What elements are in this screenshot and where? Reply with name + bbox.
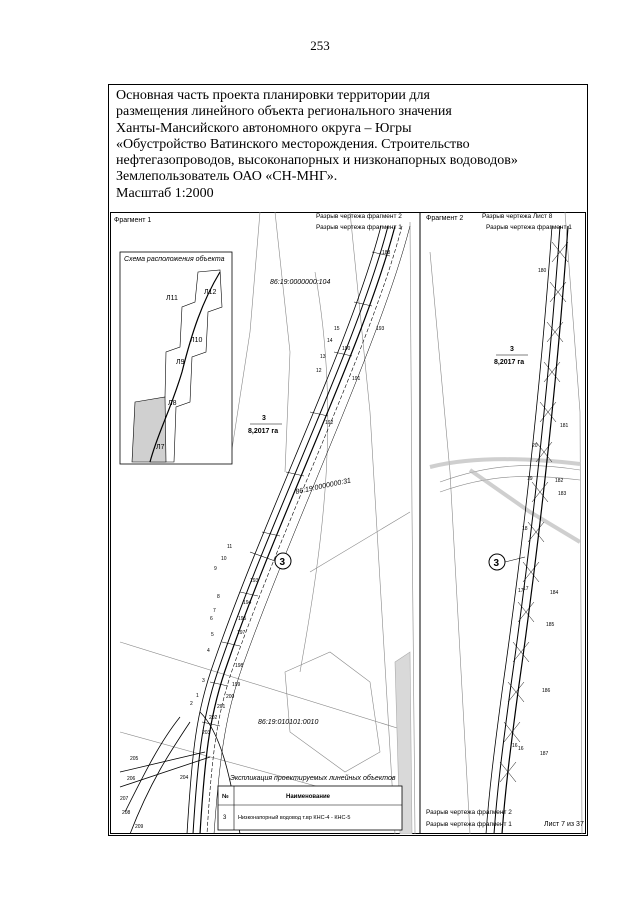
map-label: 190 bbox=[342, 346, 351, 352]
legend-row-num: 3 bbox=[223, 815, 227, 821]
location-scheme-inset bbox=[120, 252, 232, 464]
map-label: 15 bbox=[334, 326, 340, 332]
map-drawing bbox=[110, 212, 586, 834]
legend-col-num: № bbox=[222, 794, 229, 800]
cadastral-number: 86:19:010101:0010 bbox=[258, 719, 319, 726]
map-label: 12 bbox=[316, 368, 322, 374]
map-label: 205 bbox=[130, 756, 139, 762]
parcel-area: 8,2017 га bbox=[494, 359, 525, 366]
map-label: 5 bbox=[211, 632, 214, 638]
parcel-number: 3 bbox=[262, 415, 266, 422]
header-line: Ханты-Мансийского автономного округа – Югры bbox=[116, 120, 412, 136]
legend-col-name: Наименование bbox=[286, 794, 331, 800]
inset-sheet-label: Л12 bbox=[204, 289, 217, 296]
header-line: нефтегазопроводов, высоконапорных и низконапорных водоводов» bbox=[116, 153, 518, 169]
map-label: 19 bbox=[527, 476, 533, 482]
break-label: Разрыв чертежа фрагмент 1 bbox=[426, 821, 512, 828]
map-label: 14 bbox=[327, 338, 333, 344]
map-label: 7 bbox=[213, 608, 216, 614]
map-label: 17 bbox=[523, 586, 529, 592]
header-line: Землепользователь ОАО «СН-МНГ». bbox=[116, 169, 338, 185]
break-label: Разрыв чертежа фрагмент 2 bbox=[316, 213, 402, 220]
map-label: 187 bbox=[540, 751, 549, 757]
header-line: размещения линейного объекта регионального значения bbox=[116, 104, 452, 120]
map-label: 192 bbox=[325, 420, 334, 426]
parcel-area: 8,2017 га bbox=[248, 428, 279, 435]
map-label: 16 bbox=[518, 746, 524, 752]
map-label: 8 bbox=[217, 594, 220, 600]
sheet-label: Лист 7 из 37 bbox=[544, 821, 584, 828]
map-label: 200 bbox=[226, 694, 235, 700]
inset-title: Схема расположения объекта bbox=[124, 256, 225, 263]
wide-road bbox=[430, 459, 580, 542]
map-label: 197 bbox=[237, 630, 246, 636]
map-label: 191 bbox=[352, 376, 361, 382]
fragment-2-label: Фрагмент 2 bbox=[426, 215, 464, 222]
legend-table bbox=[218, 786, 402, 830]
break-label: Разрыв чертежа фрагмент 1 bbox=[486, 224, 572, 231]
inset-sheet-label: Л8 bbox=[168, 400, 177, 407]
legend-row-name: Низконапорный водовод т.вр КНС-4 - КНС-5 bbox=[238, 815, 351, 821]
map-label: 209 bbox=[135, 824, 144, 830]
map-label: 203 bbox=[202, 730, 211, 736]
header-line: Масштаб 1:2000 bbox=[116, 185, 214, 201]
document-header bbox=[116, 88, 582, 202]
map-label: 206 bbox=[127, 776, 136, 782]
map-label: 16 bbox=[512, 743, 518, 749]
map-label: 11 bbox=[227, 544, 233, 550]
map-label: 17 bbox=[518, 588, 524, 594]
map-label: 181 bbox=[560, 423, 569, 429]
break-label: Разрыв чертежа фрагмент 1 bbox=[316, 224, 402, 231]
fragment-1-label: Фрагмент 1 bbox=[114, 217, 152, 224]
map-label: 193 bbox=[250, 578, 259, 584]
map-label: 18 bbox=[522, 526, 528, 532]
map-label: 193 bbox=[376, 326, 385, 332]
map-label: 201 bbox=[217, 704, 226, 710]
map-label: 2 bbox=[190, 701, 193, 707]
map-label: 1 bbox=[196, 693, 199, 699]
map-label: 10 bbox=[221, 556, 227, 562]
object-marker: 3 bbox=[493, 558, 500, 569]
planning-map bbox=[110, 212, 586, 834]
map-label: 180 bbox=[538, 268, 547, 274]
map-label: 3 bbox=[202, 678, 205, 684]
corridor-crosshatch bbox=[500, 242, 568, 782]
page-number: 253 bbox=[310, 38, 330, 53]
map-label: 208 bbox=[122, 810, 131, 816]
parcel-number: 3 bbox=[510, 346, 514, 353]
map-label: 183 bbox=[558, 491, 567, 497]
map-label: 199 bbox=[232, 682, 241, 688]
inset-sheet-label: Л11 bbox=[166, 295, 178, 302]
map-label: 13 bbox=[320, 354, 326, 360]
header-line: Основная часть проекта планировки территории для bbox=[116, 88, 430, 103]
map-label: 195 bbox=[238, 616, 247, 622]
map-label: 182 bbox=[555, 478, 564, 484]
map-label: 184 bbox=[550, 590, 559, 596]
map-label: 204 bbox=[180, 775, 189, 781]
inset-sheet-label: Л10 bbox=[190, 337, 203, 344]
map-label: 207 bbox=[120, 796, 129, 802]
map-label: 202 bbox=[209, 715, 218, 721]
inset-sheet-label: Л9 bbox=[176, 359, 185, 366]
map-label: 20 bbox=[532, 443, 538, 449]
map-label: 6 bbox=[210, 616, 213, 622]
header-line: «Обустройство Ватинского месторождения. Строительство bbox=[116, 136, 470, 152]
map-label: 9 bbox=[214, 566, 217, 572]
map-label: 198 bbox=[235, 663, 244, 669]
break-label: Разрыв чертежа фрагмент 2 bbox=[426, 809, 512, 816]
map-label: 186 bbox=[542, 688, 551, 694]
legend-title: Экспликация проектируемых линейных объектов bbox=[230, 775, 396, 782]
object-marker: 3 bbox=[279, 557, 286, 568]
map-label: 194 bbox=[243, 600, 252, 606]
point-labels-fragment-2 bbox=[512, 268, 569, 757]
cadastral-number: 86:19:0000000:104 bbox=[270, 279, 331, 286]
map-label: 185 bbox=[546, 622, 555, 628]
map-label: 4 bbox=[207, 648, 210, 654]
cadastral-number: 86:19:0000000:31 bbox=[294, 477, 352, 496]
inset-sheet-label: Л7 bbox=[156, 444, 165, 451]
break-label: Разрыв чертежа Лист 8 bbox=[482, 213, 553, 220]
map-label: 188 bbox=[382, 250, 391, 256]
